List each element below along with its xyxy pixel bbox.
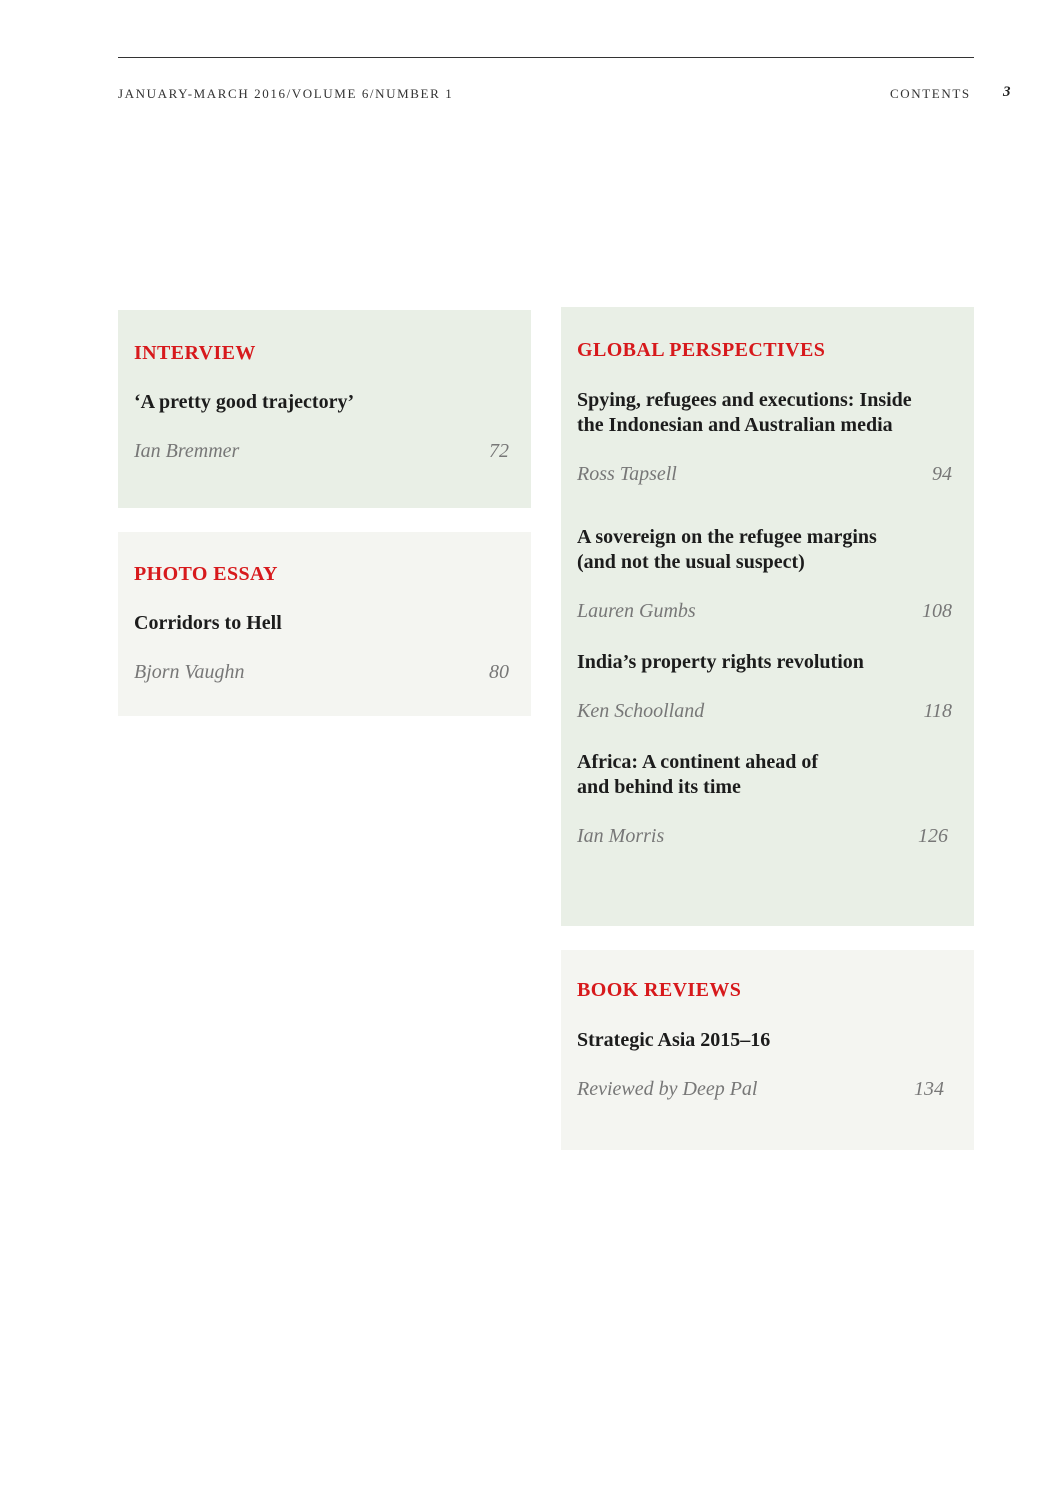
- section-heading-global-perspectives: GLOBAL PERSPECTIVES: [577, 339, 826, 361]
- entry-byline: [577, 1078, 952, 1101]
- entry-title: [577, 388, 952, 438]
- toc-entry[interactable]: [577, 750, 952, 848]
- section-heading-book-reviews: BOOK REVIEWS: [577, 979, 742, 1001]
- entry-title: ‘A pretty good trajectory’: [134, 391, 355, 413]
- interview-section: [118, 310, 531, 508]
- entry-title-line: (and not the usual suspect): [577, 551, 805, 573]
- entry-author: Reviewed by Deep Pal: [577, 1078, 758, 1100]
- entry-title: [577, 750, 952, 800]
- toc-entry[interactable]: [134, 390, 509, 463]
- entry-title-line: and behind its time: [577, 776, 741, 798]
- entry-byline: [577, 600, 952, 623]
- header-rule: [118, 57, 974, 58]
- entry-byline: [577, 700, 952, 723]
- entry-author: Ian Bremmer: [134, 440, 240, 462]
- book-reviews-section: [561, 950, 974, 1150]
- entry-title: [577, 525, 952, 575]
- entry-author: Ross Tapsell: [577, 463, 677, 485]
- entry-title-line: Spying, refugees and executions: Inside: [577, 389, 912, 411]
- entry-title-line: Africa: A continent ahead of: [577, 751, 819, 773]
- photo-essay-section: [118, 532, 531, 716]
- entry-author: Bjorn Vaughn: [134, 661, 245, 683]
- toc-entry[interactable]: [577, 650, 952, 723]
- entry-title-line: the Indonesian and Australian media: [577, 414, 893, 436]
- global-perspectives-section: [561, 307, 974, 926]
- section-heading-photo-essay: PHOTO ESSAY: [134, 563, 278, 585]
- entry-title: India’s property rights revolution: [577, 651, 864, 673]
- section-heading-interview: INTERVIEW: [134, 342, 256, 364]
- entry-page: 80: [489, 661, 509, 683]
- entry-page: 94: [932, 463, 952, 485]
- entry-author: Ken Schoolland: [577, 700, 705, 722]
- entry-page: 108: [922, 600, 952, 622]
- toc-entry[interactable]: [577, 388, 952, 486]
- page-number: 3: [1003, 84, 1011, 100]
- entry-author: Ian Morris: [577, 825, 665, 847]
- entry-byline: [134, 661, 509, 684]
- entry-byline: [577, 463, 952, 486]
- running-section-label: CONTENTS: [890, 86, 971, 101]
- entry-title-line: A sovereign on the refugee margins: [577, 526, 877, 548]
- entry-title: Corridors to Hell: [134, 612, 282, 634]
- entry-page: 72: [489, 440, 509, 462]
- entry-byline: [577, 825, 952, 848]
- issue-info: JANUARY-MARCH 2016/VOLUME 6/NUMBER 1: [118, 86, 454, 101]
- toc-entry[interactable]: [577, 525, 952, 623]
- toc-entry[interactable]: [577, 1028, 952, 1101]
- entry-byline: [134, 440, 509, 463]
- entry-page: 118: [923, 700, 952, 722]
- entry-page: 126: [918, 825, 948, 847]
- entry-author: Lauren Gumbs: [577, 600, 696, 622]
- toc-entry[interactable]: [134, 611, 509, 684]
- entry-title: Strategic Asia 2015–16: [577, 1029, 771, 1051]
- entry-page: 134: [914, 1078, 944, 1100]
